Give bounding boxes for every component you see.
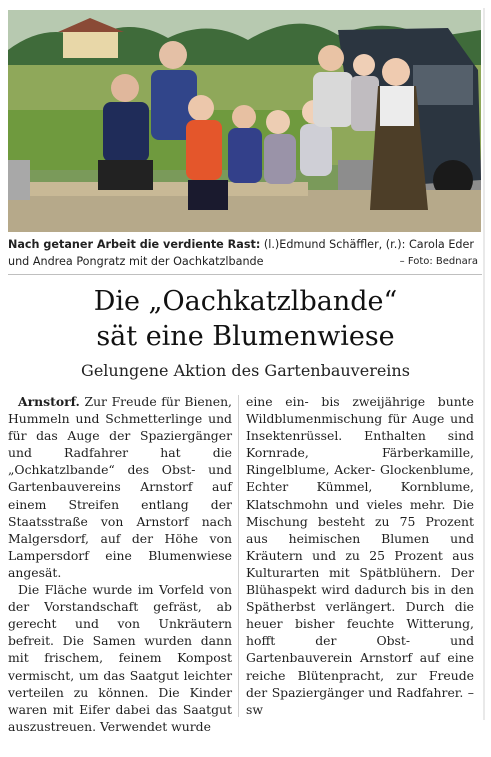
headline-line-2: sät eine Blumenwiese bbox=[96, 321, 395, 352]
article-column-right bbox=[246, 393, 474, 718]
headline bbox=[0, 284, 491, 354]
caption-lead: Nach getaner Arbeit die verdiente Rast: bbox=[8, 238, 261, 251]
article-photo bbox=[8, 10, 481, 232]
caption-text: (l.)Edmund Schäffler, (r.): Carola Eder und Andrea Pongratz mit der Oachkatzlbande bbox=[8, 238, 474, 268]
photo-caption bbox=[8, 236, 478, 270]
column-separator bbox=[238, 395, 239, 717]
headline-line-1: Die „Oachkatzlbande“ bbox=[93, 286, 398, 317]
article-paragraph-1: Arnstorf. Zur Freude für Bienen, Hummeln und Schmetterlinge und für das Auge der Spaziergänger und Radfahrer hat die „Ochkatzlbande“ des Obst- und Gartenbauvereins Arnstorf auf einem Streifen entlang der Staatsstraße von Arnstorf nach Malgersdorf, auf der Höhe von Lampersdorf eine Blumenwiese angesät. bbox=[8, 394, 232, 580]
article-paragraph-2: Die Fläche wurde im Vorfeld von der Vorstandschaft gefräst, ab gerecht und von Unkräutern befreit. Die Samen wurden dann mit frischem, feinem Kompost vermischt, um das Saatgut leichter verteilen zu können. Die Kinder waren mit Eifer dabei das Saatgut auszustreuen. Verwendet wurde bbox=[8, 582, 232, 734]
dateline: Arnstorf. bbox=[18, 394, 80, 409]
subheadline: Gelungene Aktion des Gartenbauvereins bbox=[81, 361, 410, 380]
divider bbox=[8, 274, 482, 275]
article-paragraph-3: eine ein- bis zweijährige bunte Wildblumenmischung für Auge und Insektenrüssel. Enthalten sind Kornrade, Färberkamille, Ringelblume, Acker- Glockenblume, Echter Kümmel, Kornblume, Klatschmohn und vieles mehr. Die Mischung besteht zu 75 Prozent aus heimischen Blumen und Kräutern und zu 25 Prozent aus Kulturarten mit Spätblühern. Der Blühaspekt wird dadurch bis in den Spätherbst verlängert. Durch die heuer bisher feuchte Witterung, hofft der Obst- und Gartenbauverein Arnstorf auf eine reiche Blütenpracht, zur Freude der Spaziergänger und Radfahrer. – sw bbox=[246, 394, 474, 717]
article-column-left bbox=[8, 393, 232, 735]
photo-credit: – Foto: Bednara bbox=[399, 256, 478, 267]
